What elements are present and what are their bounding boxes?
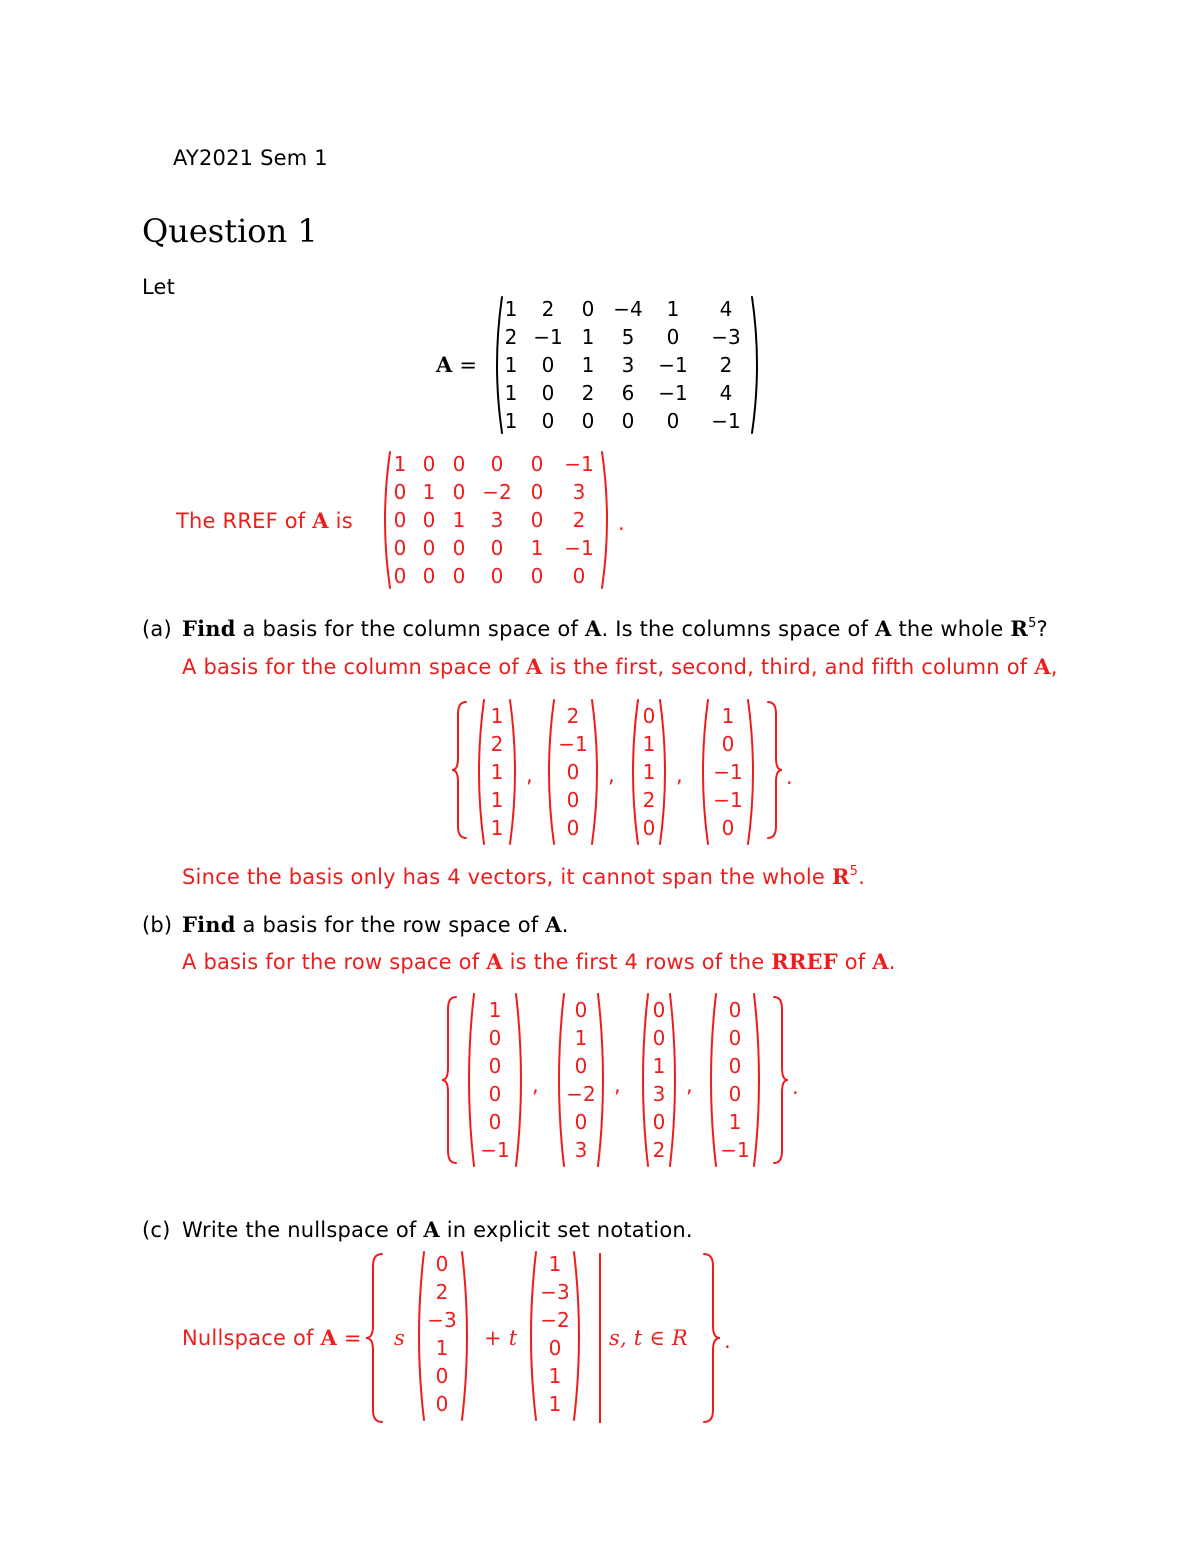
part-b-vector-entry: 2 [652,1138,666,1162]
matrix-a-entry: −1 [711,409,741,433]
part-b-comma: , [686,1073,693,1097]
part-a-vector-entry: 0 [721,732,735,756]
part-a-vector-entry: 2 [490,732,504,756]
nullspace-t-entry: 1 [548,1392,562,1416]
part-b-set-open-brace [440,995,460,1165]
part-b-vector-entry: 0 [728,998,742,1022]
rref-right-paren [600,450,614,590]
part-b-vector-entry: 0 [488,1082,502,1106]
matrix-a-entry: 0 [666,409,680,433]
part-a-set-period: . [786,765,793,789]
part-b-vector-entry: 0 [652,998,666,1022]
part-b-vector-entry: 0 [652,1026,666,1050]
matrix-a-entry: 0 [581,297,595,321]
rref-entry: 0 [572,564,586,588]
part-a-conclusion: Since the basis only has 4 vectors, it cannot span the whole $R^5$. [182,864,865,889]
matrix-a-label: A = [436,352,478,377]
vector-s-right-paren [460,1250,474,1422]
nullspace-period: . [724,1329,731,1353]
matrix-a [494,295,754,435]
rref-entry: 0 [530,452,544,476]
coefficient-s: s [394,1326,405,1350]
part-a-vector-entry: −1 [713,788,743,812]
vector-right-paren [514,992,528,1168]
rref-entry: 3 [490,508,504,532]
matrix-a-entry: 1 [504,353,518,377]
part-a-vector-entry: 0 [721,816,735,840]
part-a-label: (a) [142,617,172,641]
part-a-answer: A basis for the column space of A is the first, second, third, and fifth column of A, [182,654,1058,679]
part-a-vector-entry: 0 [642,816,656,840]
part-a-vector [704,702,752,842]
rref-entry: 0 [490,564,504,588]
rref-entry: 0 [452,480,466,504]
part-b-vector-entry: 1 [488,998,502,1022]
part-a-vector-entry: 1 [490,760,504,784]
rref-entry: 0 [530,480,544,504]
part-b-comma: , [532,1073,539,1097]
part-b-answer: A basis for the row space of A is the first 4 rows of the RREF of A. [182,949,896,974]
matrix-a-entry: −4 [613,297,643,321]
nullspace-t-entry: −2 [540,1308,570,1332]
part-a-vector-entry: −1 [558,732,588,756]
matrix-a-entry: 2 [504,325,518,349]
part-a-vector-entry: 0 [566,788,580,812]
question-title: Question 1 [142,212,318,250]
matrix-a-entry: 2 [541,297,555,321]
matrix-a-entry: 1 [504,381,518,405]
vector-right-paren [658,698,672,846]
rref-entry: 0 [452,452,466,476]
matrix-a-entry: 1 [504,297,518,321]
nullspace-s-entry: 0 [435,1392,449,1416]
part-b-label: (b) [142,913,173,937]
part-b-vector-entry: 3 [652,1082,666,1106]
vector-right-paren [596,992,610,1168]
rref-entry: 0 [422,508,436,532]
nullspace-s-entry: 1 [435,1336,449,1360]
vector-right-paren [508,698,522,846]
part-b-vector-entry: 0 [728,1082,742,1106]
rref-period: . [618,511,625,535]
part-a-vector-entry: 1 [490,816,504,840]
nullspace-close-brace [700,1252,722,1424]
part-b-vector-entry: 3 [574,1138,588,1162]
part-a-question: Find a basis for the column space of A. Is the columns space of A the whole $R^5$? [182,616,1048,641]
matrix-a-entry: 1 [504,409,518,433]
matrix-a-entry: 3 [621,353,635,377]
matrix-a-entry: 6 [621,381,635,405]
set-condition-bar [599,1253,601,1423]
part-b-vector-entry: −1 [720,1138,750,1162]
nullspace-s-entry: −3 [427,1308,457,1332]
course-term-header: AY2021 Sem 1 [173,146,328,170]
part-a-set-close-brace [764,700,784,840]
vector-right-paren [590,698,604,846]
nullspace-t-entry: 1 [548,1252,562,1276]
part-b-set-period: . [792,1075,799,1099]
rref-entry: 1 [530,536,544,560]
part-a-vector-entry: 0 [566,816,580,840]
rref-entry: 0 [393,480,407,504]
matrix-a-entry: 0 [541,381,555,405]
rref-entry: 0 [422,452,436,476]
matrix-a-entry: 0 [666,325,680,349]
rref-entry: 0 [490,452,504,476]
part-b-vector-entry: 0 [574,998,588,1022]
nullspace-open-brace [364,1252,386,1424]
part-a-vector-entry: 1 [490,704,504,728]
part-a-vector-entry: 1 [721,704,735,728]
matrix-a-entry: 4 [719,381,733,405]
part-b-vector-entry: 0 [728,1026,742,1050]
rref-statement: The RREF of A is [176,508,353,533]
vector-t-right-paren [572,1250,586,1422]
vector-right-paren [668,992,682,1168]
part-b-vector-entry: 1 [728,1110,742,1134]
part-a-vector-entry: 2 [642,788,656,812]
vector-right-paren [752,992,766,1168]
part-c-label: (c) [142,1218,171,1242]
matrix-a-entry: −1 [658,381,688,405]
part-b-vector-entry: 0 [652,1110,666,1134]
rref-entry: −1 [564,452,594,476]
matrix-a-entry: 0 [581,409,595,433]
matrix-a-entry: −3 [711,325,741,349]
vector-right-paren [746,698,760,846]
matrix-a-entry: −1 [658,353,688,377]
part-a-vector-entry: −1 [713,760,743,784]
matrix-a-right-paren [750,295,764,435]
matrix-a-entry: 2 [719,353,733,377]
rref-entry: 0 [490,536,504,560]
matrix-a-entry: 0 [541,409,555,433]
rref-entry: 0 [422,564,436,588]
matrix-a-entry: 1 [581,353,595,377]
rref-entry: 0 [393,564,407,588]
nullspace-t-entry: −3 [540,1280,570,1304]
rref-entry: 0 [452,536,466,560]
nullspace-s-entry: 2 [435,1280,449,1304]
part-a-comma: , [608,763,615,787]
nullspace-label: Nullspace of A = [182,1325,362,1350]
rref-entry: 0 [422,536,436,560]
part-b-vector-entry: −1 [480,1138,510,1162]
plus-t: + t [484,1326,518,1350]
rref-entry: 0 [530,508,544,532]
rref-entry: 2 [572,508,586,532]
nullspace-t-entry: 0 [548,1336,562,1360]
rref-entry: 0 [530,564,544,588]
rref-entry: 3 [572,480,586,504]
rref-entry: −1 [564,536,594,560]
rref-entry: 1 [452,508,466,532]
part-b-vector-entry: 1 [652,1054,666,1078]
rref-entry: −2 [482,480,512,504]
part-a-vector-entry: 1 [642,760,656,784]
let-text: Let [142,275,176,299]
matrix-a-entry: 0 [541,353,555,377]
part-a-vector-entry: 1 [642,732,656,756]
part-b-vector-entry: −2 [566,1082,596,1106]
rref-entry: 0 [393,508,407,532]
part-b-question: Find a basis for the row space of A. [182,912,569,937]
matrix-a-entry: 5 [621,325,635,349]
part-b-vector-entry: 0 [488,1026,502,1050]
nullspace-t-entry: 1 [548,1364,562,1388]
part-a-vector-entry: 0 [642,704,656,728]
matrix-a-entry: −1 [533,325,563,349]
rref-entry: 0 [452,564,466,588]
part-b-vector-entry: 0 [574,1110,588,1134]
part-a-comma: , [526,763,533,787]
part-a-vector-entry: 0 [566,760,580,784]
part-a-comma: , [676,763,683,787]
part-b-vector-entry: 0 [574,1054,588,1078]
nullspace-s-entry: 0 [435,1252,449,1276]
part-b-vector-entry: 0 [488,1110,502,1134]
rref-matrix [386,450,604,590]
part-b-vector-entry: 0 [488,1054,502,1078]
nullspace-s-entry: 0 [435,1364,449,1388]
part-b-vector-entry: 0 [728,1054,742,1078]
part-c-question: Write the nullspace of A in explicit set notation. [182,1217,693,1242]
matrix-a-entry: 2 [581,381,595,405]
matrix-a-entry: 1 [666,297,680,321]
part-a-vector-entry: 1 [490,788,504,812]
matrix-a-entry: 1 [581,325,595,349]
part-b-comma: , [614,1073,621,1097]
matrix-a-entry: 4 [719,297,733,321]
part-b-vector [470,996,520,1164]
rref-entry: 0 [393,536,407,560]
part-b-set-close-brace [770,995,790,1165]
nullspace-vector-s [420,1250,464,1418]
rref-entry: 1 [393,452,407,476]
part-a-set-open-brace [450,700,470,840]
part-b-vector-entry: 1 [574,1026,588,1050]
rref-entry: 1 [422,480,436,504]
part-a-vector-entry: 2 [566,704,580,728]
set-condition: s, t ∈ R [609,1326,688,1350]
matrix-a-entry: 0 [621,409,635,433]
